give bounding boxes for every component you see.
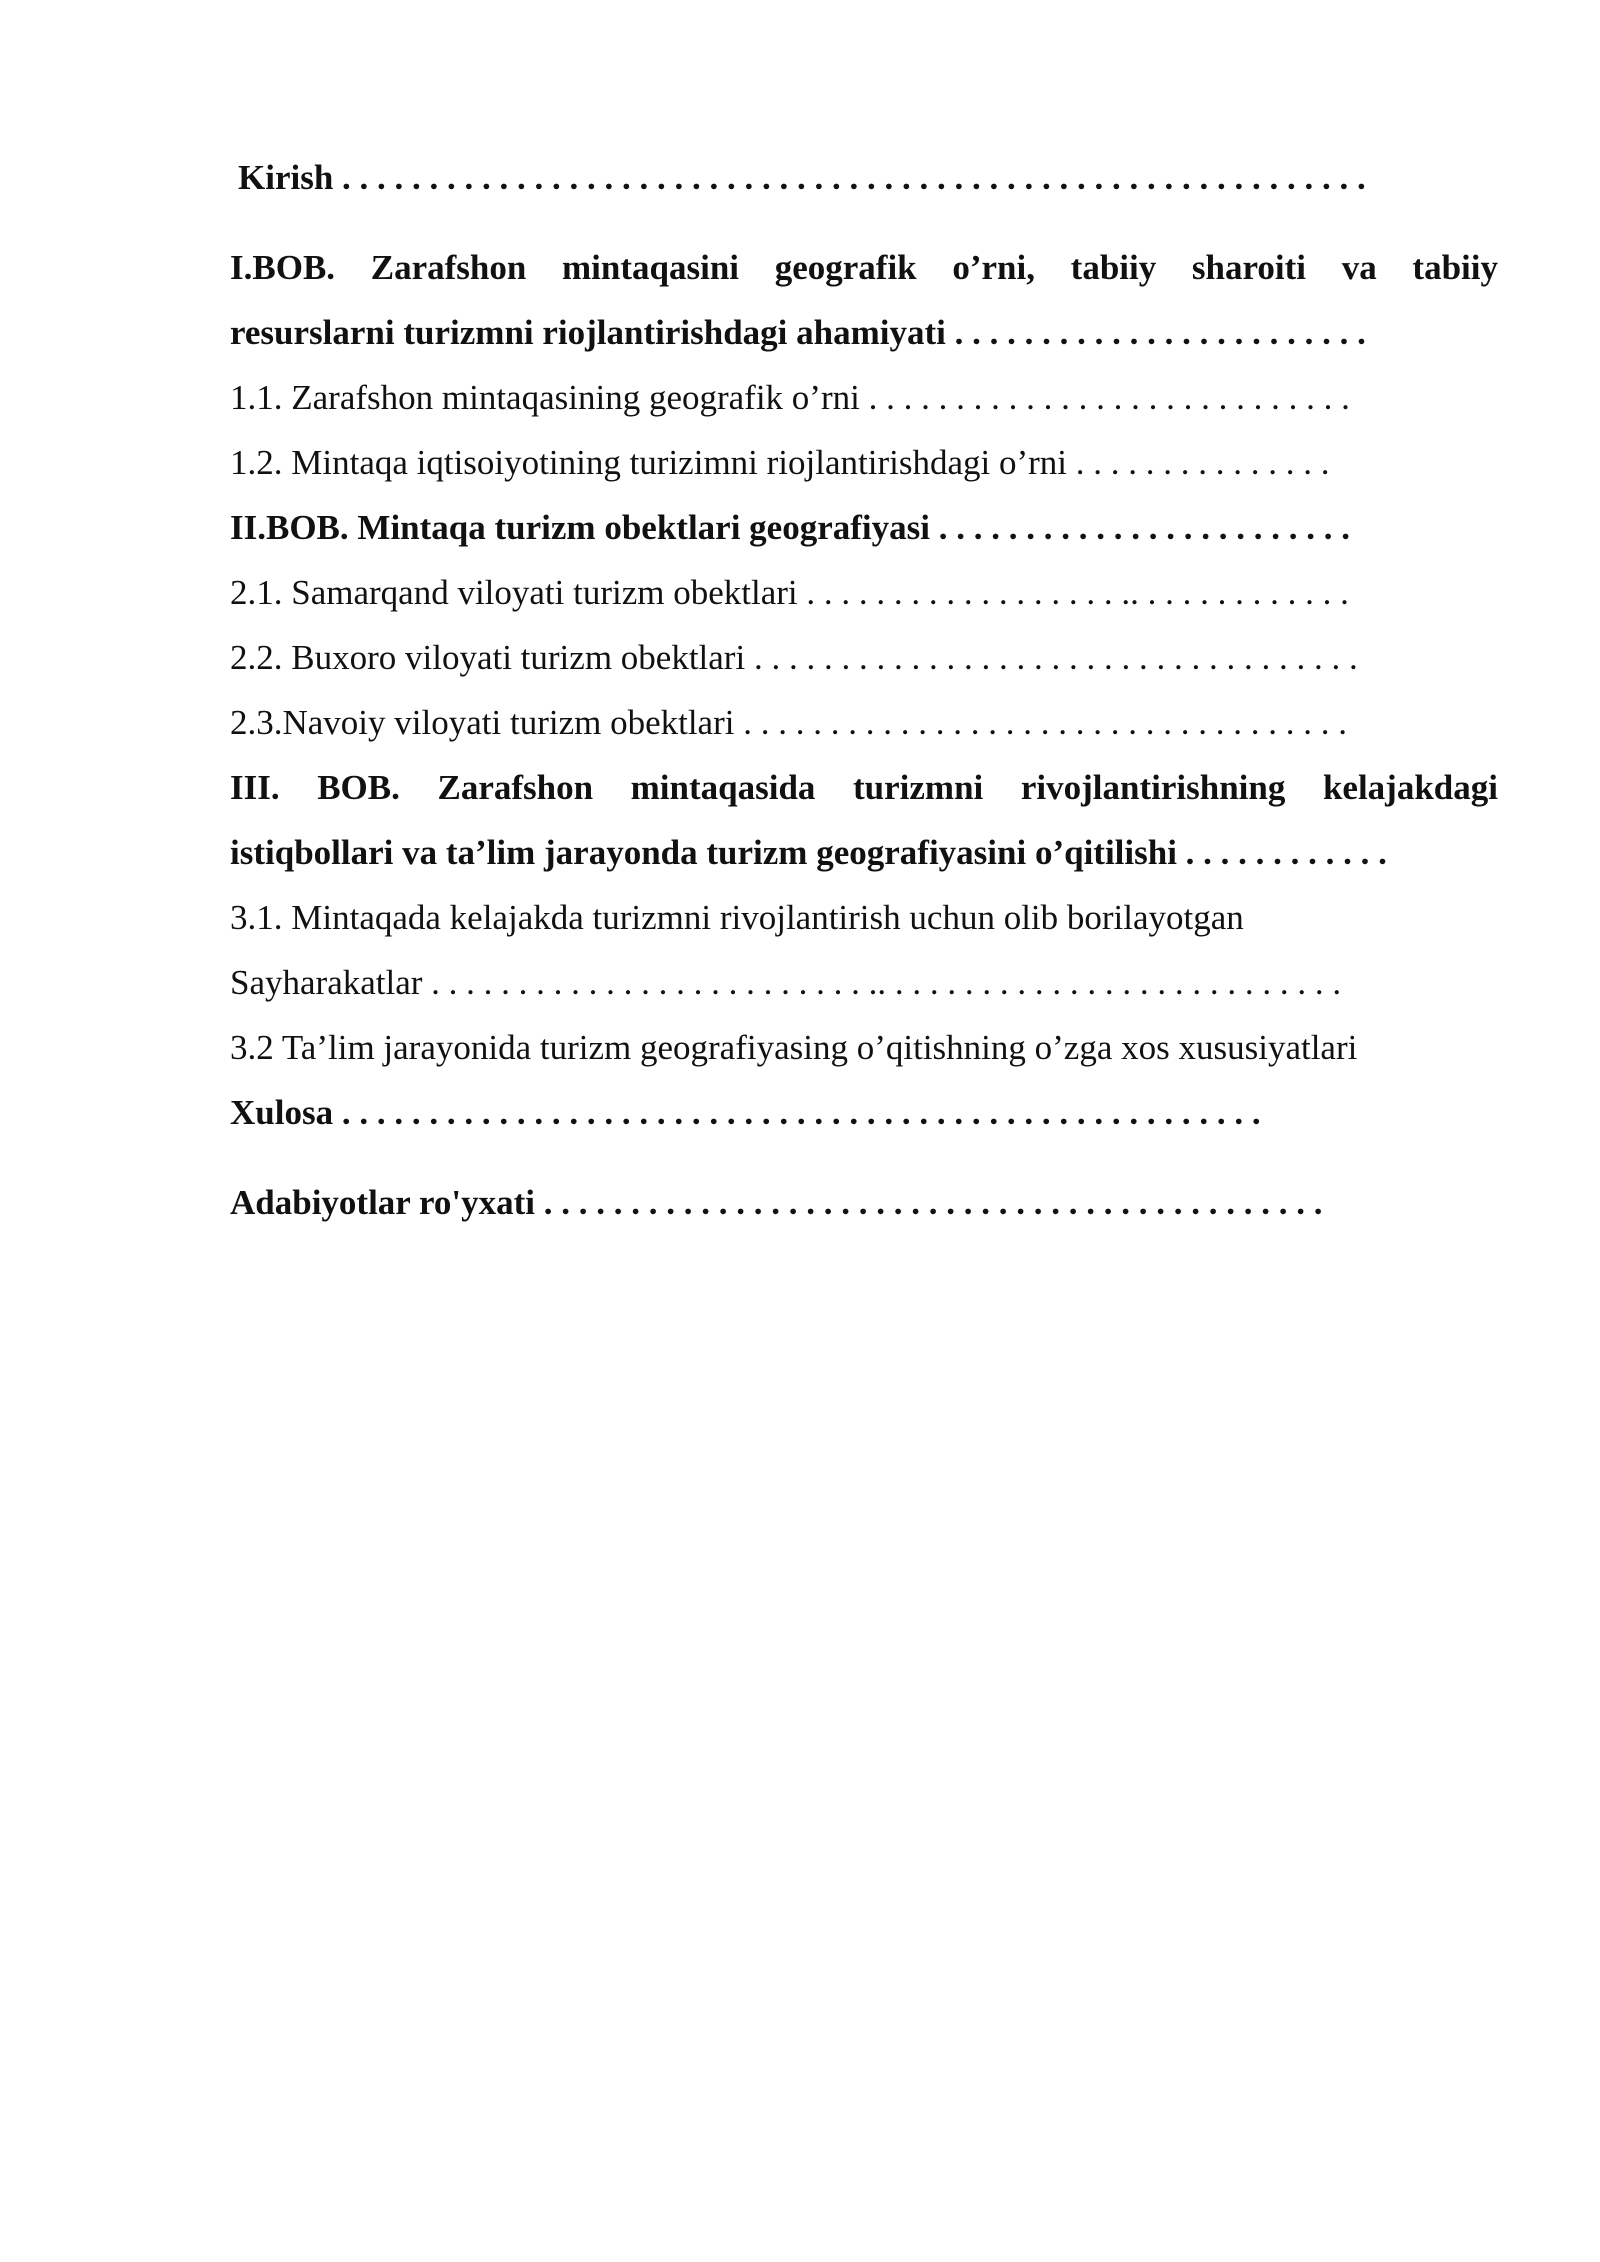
toc-entry-chapter-1-line-1: I.BOB. Zarafshon mintaqasini geografik o’rni, tabiiy sharoiti va tabiiy (230, 248, 1498, 287)
toc-entry-chapter-1-line-2: resurslarni turizmni riojlantirishdagi ahamiyati . . . . . . . . . . . . . . . . . . . . . . . . (230, 313, 1366, 352)
toc-entry-section-1-2: 1.2. Mintaqa iqtisoiyotining turizimni riojlantirishdagi o’rni . . . . . . . . . . . . . . . (230, 443, 1330, 482)
toc-entry-kirish: Kirish . . . . . . . . . . . . . . . . . . . . . . . . . . . . . . . . . . . . . . . . . . . . . . . . . . . . . . . . . . . (238, 158, 1366, 197)
toc-entry-section-1-1: 1.1. Zarafshon mintaqasining geografik o’rni . . . . . . . . . . . . . . . . . . . . . . . . . . . . (230, 378, 1350, 417)
toc-entry-section-2-3: 2.3.Navoiy viloyati turizm obektlari . . . . . . . . . . . . . . . . . . . . . . . . . . . . . . . . . . . (230, 703, 1347, 742)
toc-entry-chapter-2: II.BOB. Mintaqa turizm obektlari geografiyasi . . . . . . . . . . . . . . . . . . . . . . . . (230, 508, 1350, 547)
toc-entry-section-2-1: 2.1. Samarqand viloyati turizm obektlari . . . . . . . . . . . . . . . . . . .. . . . . . . . . . . . . (230, 573, 1349, 612)
toc-entry-section-3-2: 3.2 Ta’lim jarayonida turizm geografiyasing o’qitishning o’zga xos xususiyatlari (230, 1028, 1358, 1067)
toc-entry-section-3-1-line-1: 3.1. Mintaqada kelajakda turizmni rivojlantirish uchun olib borilayotgan (230, 898, 1244, 937)
toc-entry-chapter-3-line-2: istiqbollari va ta’lim jarayonda turizm geografiyasini o’qitilishi . . . . . . . . . . . . (230, 833, 1387, 872)
toc-entry-adabiyotlar: Adabiyotlar ro'yxati . . . . . . . . . . . . . . . . . . . . . . . . . . . . . . . . . . . . . . . . . . . . . (230, 1183, 1323, 1222)
table-of-contents (230, 145, 1498, 1235)
toc-entry-section-2-2: 2.2. Buxoro viloyati turizm obektlari . . . . . . . . . . . . . . . . . . . . . . . . . . . . . . . . . . . (230, 638, 1358, 677)
toc-entry-section-3-1-line-2: Sayharakatlar . . . . . . . . . . . . . . . . . . . . . . . . . .. . . . . . . . . . . . . . . . . . . . . . . . . . . (230, 963, 1342, 1002)
toc-entry-chapter-3-line-1: III. BOB. Zarafshon mintaqasida turizmni rivojlantirishning kelajakdagi (230, 768, 1498, 807)
toc-entry-xulosa: Xulosa . . . . . . . . . . . . . . . . . . . . . . . . . . . . . . . . . . . . . . . . . . . . . . . . . . . . . (230, 1093, 1261, 1132)
